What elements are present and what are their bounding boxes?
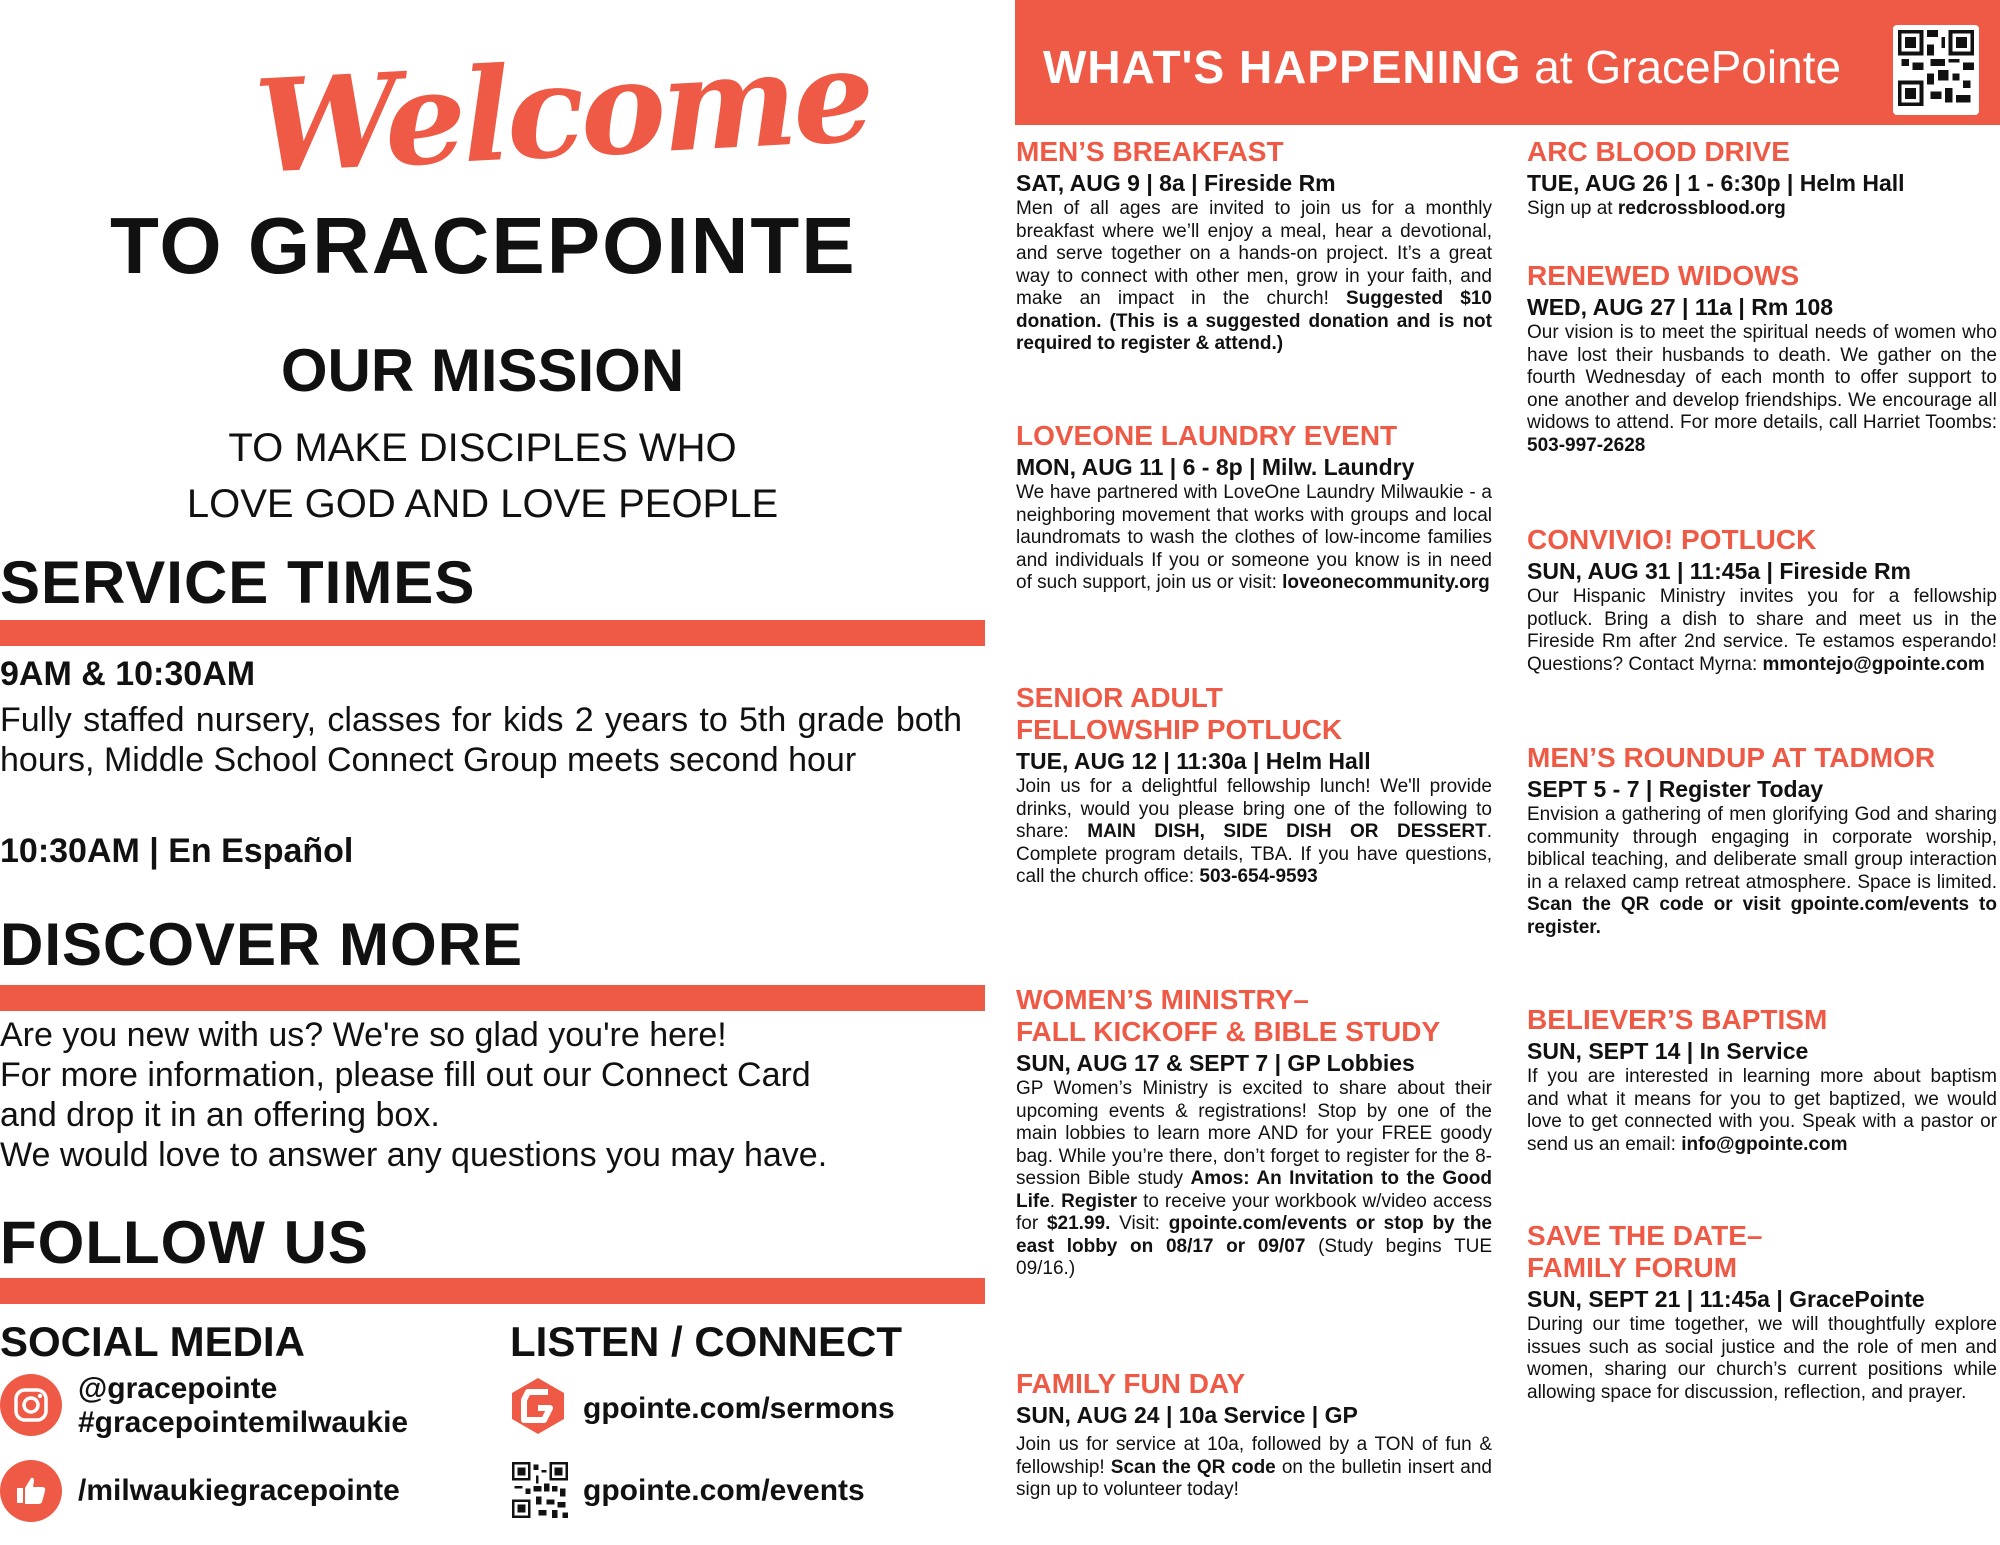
social-media-heading: SOCIAL MEDIA	[0, 1318, 305, 1365]
event-date: TUE, AUG 26 | 1 - 6:30p | Helm Hall	[1527, 170, 1905, 196]
event-date: SUN, SEPT 14 | In Service	[1527, 1038, 1809, 1064]
event-description: We have partnered with LoveOne Laundry Milwaukie - a neighboring movement that works with groups and local laundromats to wash the clothes of low-income families and individuals If you or someone you know is in need of such support, join us or visit: loveonecommunity.org	[1016, 482, 1492, 593]
event-title: FELLOWSHIP POTLUCK	[1016, 714, 1343, 745]
event-senior-potluck	[1016, 682, 1492, 889]
event-title: SAVE THE DATE–	[1527, 1220, 1763, 1251]
event-family-forum	[1527, 1220, 1997, 1404]
event-title: FAMILY FORUM	[1527, 1252, 1738, 1283]
event-title: MEN’S BREAKFAST	[1016, 136, 1284, 167]
event-description: Our vision is to meet the spiritual needs of women who have lost their husbands to death. We gather on the fourth Wednesday of each month to offer support to one another and develop friendships. We encourage all widows to attend. For more details, call Harriet Toombs: 503-997-2628	[1527, 322, 1997, 456]
service-description: Fully staffed nursery, classes for kids 2 years to 5th grade both hours, Middle School Connect Group meets second hour	[0, 701, 962, 779]
event-title: SENIOR ADULT	[1016, 682, 1223, 713]
event-description: Envision a gathering of men glorifying God and sharing community through engaging in corporate worship, biblical teaching, and deliberate small group interaction in a relaxed camp retreat atmosphere. Space is limited. Scan the QR code or visit gpointe.com/events to register.	[1527, 804, 1997, 938]
instagram-handle[interactable]: @gracepointe	[78, 1372, 278, 1405]
event-title: CONVIVIO! POTLUCK	[1527, 524, 1817, 555]
discover-line: Are you new with us? We're so glad you're here!	[0, 1016, 727, 1054]
event-arc-blood-drive	[1527, 136, 1997, 221]
event-description: Our Hispanic Ministry invites you for a fellowship potluck. Bring a dish to share and meet us in the Fireside Rm after 2nd service. Te estamos esperando! Questions? Contact Myrna: mmontejo@gpointe.com	[1527, 586, 1997, 675]
divider-bar	[0, 985, 985, 1011]
qr-code-icon[interactable]	[1893, 25, 1979, 115]
discover-line: For more information, please fill out our Connect Card	[0, 1056, 811, 1094]
event-description: Men of all ages are invited to join us for a monthly breakfast where we’ll enjoy a meal, hear a devotional, and serve together on a hands-on project. It’s a great way to connect with other men, grow in your faith, and make an impact in the church! Suggested $10 donation. (This is a suggested donation and is not required to register & attend.)	[1016, 198, 1492, 354]
divider-bar	[0, 620, 985, 646]
event-date: SAT, AUG 9 | 8a | Fireside Rm	[1016, 170, 1336, 196]
event-title: BELIEVER’S BAPTISM	[1527, 1004, 1828, 1035]
welcome-script-heading: Welcome	[251, 20, 875, 204]
discover-line: We would love to answer any questions you may have.	[0, 1136, 828, 1174]
gracepointe-logo-icon	[510, 1376, 566, 1440]
event-renewed-widows	[1527, 260, 1997, 457]
event-date: SUN, AUG 17 & SEPT 7 | GP Lobbies	[1016, 1050, 1415, 1076]
event-description: Join us for a delightful fellowship lunch! We'll provide drinks, would you please bring one of the following to share: MAIN DISH, SIDE DISH OR DESSERT. Complete program details, TBA. If you have questions, call the church office: 503-654-9593	[1016, 776, 1492, 887]
event-description: GP Women’s Ministry is excited to share about their upcoming events & registrations! Stop by one of the main lobbies to learn more AND for your FREE goody bag. While you’re there, don’t forget to register for the 8-session Bible study Amos: An Invitation to the Good Life. Register to receive your workbook w/video access for $21.99. Visit: gpointe.com/events or stop by the east lobby on 08/17 or 09/07 (Study begins TUE 09/16.)	[1016, 1078, 1493, 1279]
events-header-rest: at GracePointe	[1534, 41, 1842, 93]
event-title: RENEWED WIDOWS	[1527, 260, 1800, 291]
event-loveone-laundry	[1016, 420, 1492, 595]
event-date: SUN, SEPT 21 | 11:45a | GracePointe	[1527, 1286, 1925, 1312]
events-header-bold: WHAT'S HAPPENING	[1043, 41, 1522, 93]
events-link[interactable]: gpointe.com/events	[583, 1474, 865, 1507]
event-description: Sign up at redcrossblood.org	[1527, 198, 1786, 219]
service-time-1: 9AM & 10:30AM	[0, 655, 256, 693]
event-description: Join us for service at 10a, followed by a TON of fun & fellowship! Scan the QR code on the bulletin insert and sign up to volunteer today!	[1016, 1434, 1493, 1500]
event-date: TUE, AUG 12 | 11:30a | Helm Hall	[1016, 748, 1371, 774]
event-convivio-potluck	[1527, 524, 1997, 676]
instagram-hashtag[interactable]: #gracepointemilwaukie	[78, 1406, 409, 1439]
sermons-link[interactable]: gpointe.com/sermons	[583, 1392, 895, 1425]
event-title: FAMILY FUN DAY	[1016, 1368, 1246, 1399]
qr-code-icon[interactable]	[512, 1462, 568, 1522]
instagram-icon[interactable]	[0, 1374, 62, 1436]
event-date: SUN, AUG 31 | 11:45a | Fireside Rm	[1527, 558, 1912, 584]
event-description: During our time together, we will thoughtfully explore issues such as social justice and the role of men and women, sharing our church’s current positions while allowing space for discussion, reflection, and prayer.	[1527, 1314, 1997, 1403]
follow-us-heading: FOLLOW US	[0, 1209, 369, 1276]
divider-bar	[0, 1278, 985, 1304]
event-title: MEN’S ROUNDUP AT TADMOR	[1527, 742, 1936, 773]
mission-statement	[0, 420, 965, 532]
event-date: MON, AUG 11 | 6 - 8p | Milw. Laundry	[1016, 454, 1415, 480]
event-date: SUN, AUG 24 | 10a Service | GP	[1016, 1402, 1358, 1428]
thumbs-up-icon[interactable]	[0, 1460, 62, 1522]
event-family-fun-day	[1016, 1368, 1492, 1502]
event-title: ARC BLOOD DRIVE	[1527, 136, 1790, 167]
event-womens-ministry	[1016, 984, 1492, 1281]
discover-more-heading: DISCOVER MORE	[0, 911, 524, 978]
event-description: If you are interested in learning more about baptism and what it means for you to get baptized, we would love to get connected with you. Speak with a pastor or send us an email: info@gpointe.com	[1527, 1066, 1997, 1155]
mission-heading: OUR MISSION	[280, 337, 685, 404]
discover-line: and drop it in an offering box.	[0, 1096, 440, 1134]
events-header-title	[1043, 40, 1841, 94]
page-title: TO GRACEPOINTE	[110, 201, 857, 290]
mission-line-1: TO MAKE DISCIPLES WHO	[228, 426, 737, 470]
event-title: LOVEONE LAUNDRY EVENT	[1016, 420, 1398, 451]
event-mens-roundup	[1527, 742, 1997, 939]
mission-line-2: LOVE GOD AND LOVE PEOPLE	[186, 482, 779, 526]
event-title: FALL KICKOFF & BIBLE STUDY	[1016, 1016, 1441, 1047]
event-believers-baptism	[1527, 1004, 1997, 1156]
event-date: SEPT 5 - 7 | Register Today	[1527, 776, 1824, 802]
discover-more-text	[0, 1015, 827, 1175]
facebook-handle[interactable]: /milwaukiegracepointe	[78, 1474, 400, 1507]
listen-connect-heading: LISTEN / CONNECT	[510, 1318, 903, 1365]
service-time-2: 10:30AM | En Español	[0, 832, 354, 870]
service-times-heading: SERVICE TIMES	[0, 549, 476, 616]
event-title: WOMEN’S MINISTRY–	[1016, 984, 1309, 1015]
event-date: WED, AUG 27 | 11a | Rm 108	[1527, 294, 1834, 320]
event-mens-breakfast	[1016, 136, 1492, 356]
